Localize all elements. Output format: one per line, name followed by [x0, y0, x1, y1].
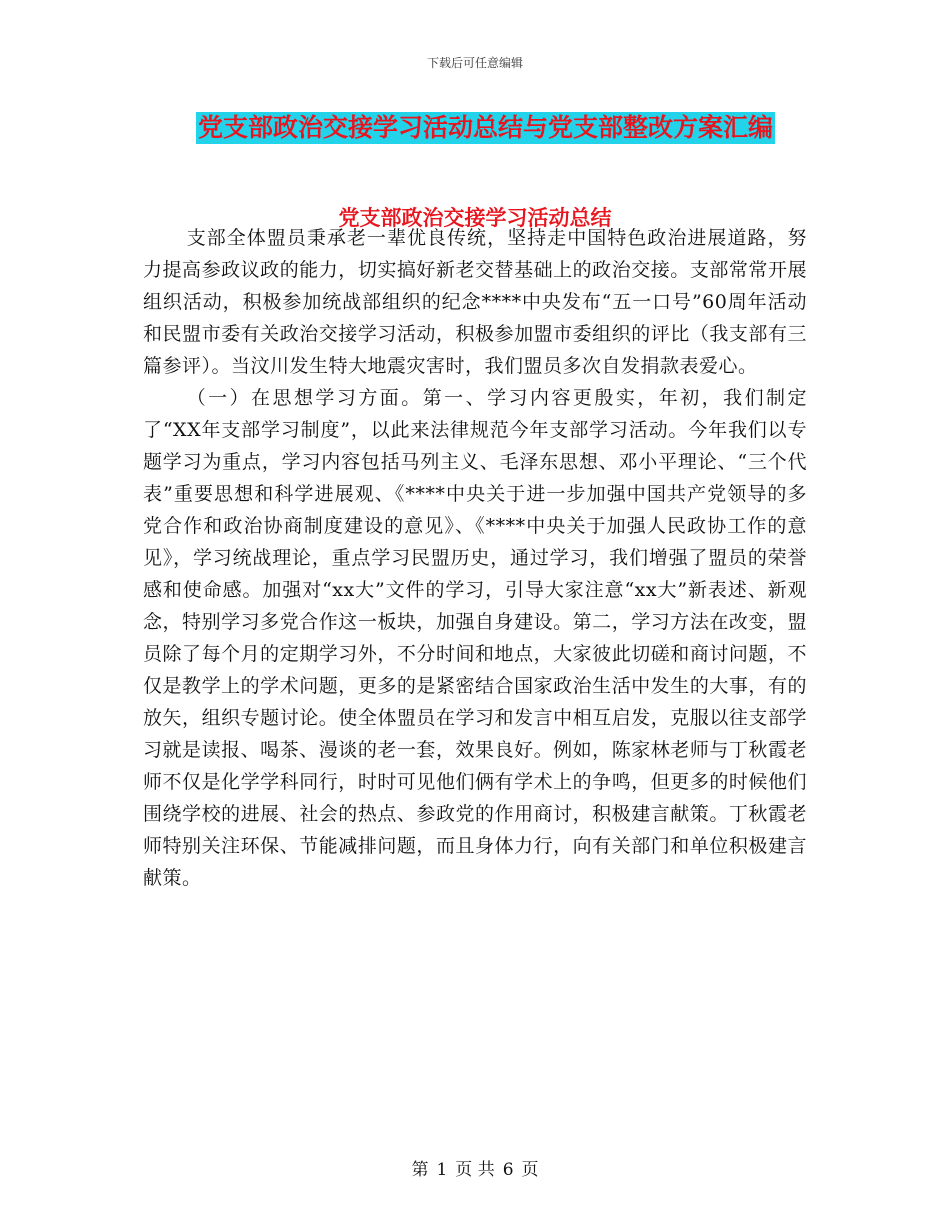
page-number: 1: [436, 1160, 448, 1180]
paragraph-2: （一）在思想学习方面。第一、学习内容更殷实，年初，我们制定了“XX年支部学习制度”，以此来法律规范今年支部学习活动。今年我们以专题学习为重点，学习内容包括马列主义、毛泽东思想、邓小平理论、“三个代表”重要思想和科学进展观、《****中央关于进一步加强中国共产党领导的多党合作和政治协商制度建设的意见》、《****中央关于加强人民政协工作的意见》，学习统战理论，重点学习民盟历史，通过学习，我们增强了盟员的荣誉感和使命感。加强对“xx大”文件的学习，引导大家注意“xx大”新表述、新观念，特别学习多党合作这一板块，加强自身建设。第二，学习方法在改变，盟员除了每个月的定期学习外，不分时间和地点，大家彼此切磋和商讨问题，不仅是教学上的学术问题，更多的是紧密结合国家政治生活中发生的大事，有的放矢，组织专题讨论。使全体盟员在学习和发言中相互启发，克服以往支部学习就是读报、喝茶、漫谈的老一套，效果良好。例如，陈家林老师与丁秋霞老师不仅是化学学科同行，时时可见他们俩有学术上的争鸣，但更多的时候他们围绕学校的进展、社会的热点、参政党的作用商讨，积极建言献策。丁秋霞老师特别关注环保、节能减排问题，而且身体力行，向有关部门和单位积极建言献策。: [143, 387, 807, 889]
document-body: [143, 222, 807, 894]
section-title: 党支部政治交接学习活动总结: [338, 205, 612, 230]
footer-prefix: 第: [411, 1160, 429, 1180]
paragraph-1: 支部全体盟员秉承老一辈优良传统，坚持走中国特色政治进展道路，努力提高参政议政的能力，切实搞好新老交替基础上的政治交接。支部常常开展组织活动，积极参加统战部组织的纪念****中央发布“五一口号”60周年活动和民盟市委有关政治交接学习活动，积极参加盟市委组织的评比（我支部有三篇参评）。当汶川发生特大地震灾害时，我们盟员多次自发捐款表爱心。: [143, 227, 807, 377]
footer-suffix: 页: [521, 1160, 539, 1180]
total-pages: 6: [502, 1160, 514, 1180]
page-footer: [0, 1155, 950, 1180]
footer-middle: 页 共: [455, 1160, 495, 1180]
page-header-note: 下载后可任意编辑: [426, 56, 523, 70]
document-main-title: 党支部政治交接学习活动总结与党支部整改方案汇编: [198, 113, 774, 142]
